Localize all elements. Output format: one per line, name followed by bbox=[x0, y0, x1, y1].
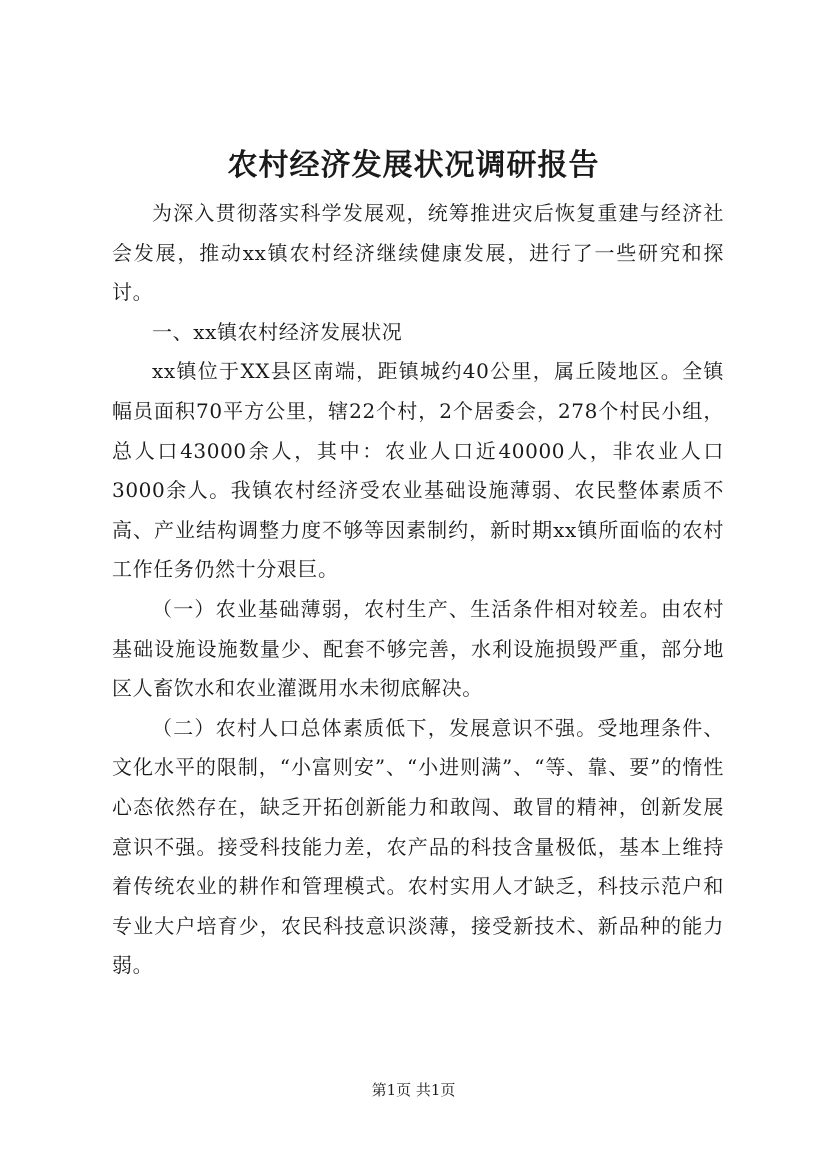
page-number-footer: 第1页 共1页 bbox=[371, 1081, 456, 1099]
intro-paragraph: 为深入贯彻落实科学发展观，统筹推进灾后恢复重建与经济社会发展，推动xx镇农村经济继续健康发展，进行了一些研究和探讨。 bbox=[112, 201, 724, 305]
section-heading: 一、xx镇农村经济发展状况 bbox=[152, 319, 403, 344]
subsection-two-paragraph: （二）农村人口总体素质低下，发展意识不强。受地理条件、文化水平的限制，“小富则安”、“小进则满”、“等、靠、要”的惰性心态依然存在，缺乏开拓创新能力和敢闯、敢冒的精神，创新发展意识不强。接受科技能力差，农产品的科技含量极低，基本上维持着传统农业的耕作和管理模式。农村实用人才缺乏，科技示范户和专业大户培育少，农民科技意识淡薄，接受新技术、新品种的能力弱。 bbox=[112, 715, 724, 978]
document-title: 农村经济发展状况调研报告 bbox=[227, 148, 600, 183]
subsection-one-paragraph: （一）农业基础薄弱，农村生产、生活条件相对较差。由农村基础设施设施数量少、配套不够完善，水利设施损毁严重，部分地区人畜饮水和农业灌溉用水未彻底解决。 bbox=[112, 596, 724, 701]
document-body bbox=[112, 194, 724, 986]
overview-paragraph: xx镇位于XX县区南端，距镇城约40公里，属丘陵地区。全镇幅员面积70平方公里，辖22个村，2个居委会，278个村民小组，总人口43000余人，其中：农业人口近40000人，非农业人口3000余人。我镇农村经济受农业基础设施薄弱、农民整体素质不高、产业结构调整力度不够等因素制约，新时期xx镇所面临的农村工作任务仍然十分艰巨。 bbox=[112, 359, 724, 582]
